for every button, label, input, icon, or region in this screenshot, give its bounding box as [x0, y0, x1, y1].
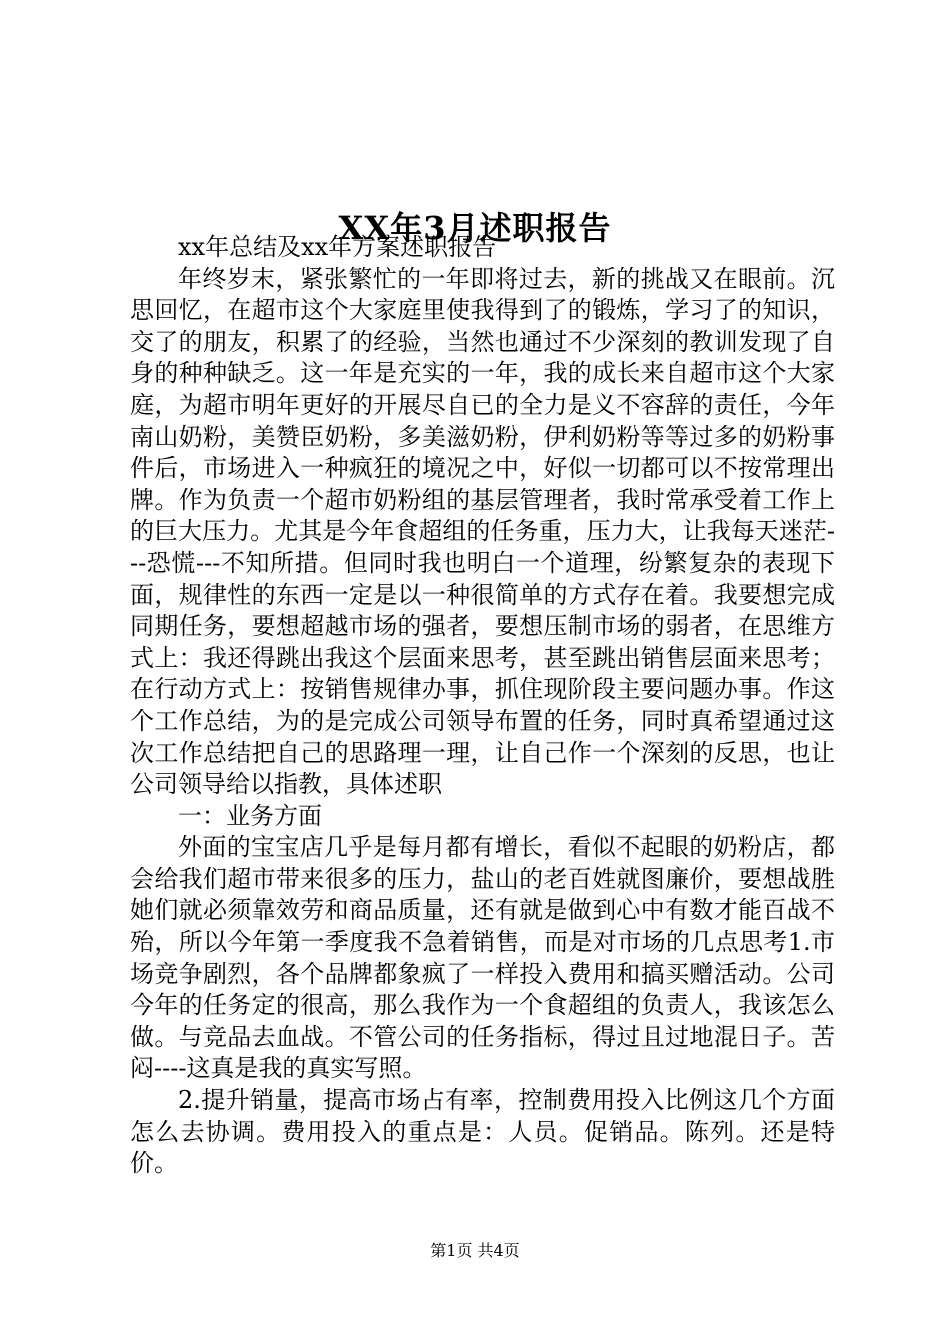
business-paragraph-2: 2.提升销量，提高市场占有率，控制费用投入比例这几个方面怎么去协调。费用投入的重点是：人员。促销品。陈列。还是特价。: [130, 1086, 835, 1178]
section-heading-business: 一：业务方面: [178, 801, 322, 830]
document-body: [130, 232, 835, 1180]
intro-paragraph: 年终岁末，紧张繁忙的一年即将过去，新的挑战又在眼前。沉思回忆，在超市这个大家庭里使我得到了的锻炼，学习了的知识，交了的朋友，积累了的经验，当然也通过不少深刻的教训发现了自身的种种缺乏。这一年是充实的一年，我的成长来自超市这个大家庭，为超市明年更好的开展尽自已的全力是义不容辞的责任，今年南山奶粉，美赞臣奶粉，多美滋奶粉，伊利奶粉等等过多的奶粉事件后，市场进入一种疯狂的境况之中，好似一切都可以不按常理出牌。作为负责一个超市奶粉组的基层管理者，我时常承受着工作上的巨大压力。尤其是今年食超组的任务重，压力大，让我每天迷茫---恐慌---不知所措。但同时我也明白一个道理，纷繁复杂的表现下面，规律性的东西一定是以一种很简单的方式存在着。我要想完成同期任务，要想超越市场的强者，要想压制市场的弱者，在思维方式上：我还得跳出我这个层面来思考，甚至跳出销售层面来思考；在行动方式上：按销售规律办事，抓住现阶段主要问题办事。作这个工作总结，为的是完成公司领导布置的任务，同时真希望通过这次工作总结把自己的思路理一理，让自己作一个深刻的反思，也让公司领导给以指教，具体述职: [130, 264, 835, 799]
subtitle-paragraph: xx年总结及xx年方案述职报告: [178, 233, 497, 261]
business-paragraph-1: 外面的宝宝店几乎是每月都有增长，看似不起眼的奶粉店，都会给我们超市带来很多的压力，盐山的老百姓就图廉价，要想战胜她们就必须靠效劳和商品质量，还有就是做到心中有数才能百战不殆，所以今年第一季度我不急着销售，而是对市场的几点思考1.市场竞争剧烈，各个品牌都象疯了一样投入费用和搞买赠活动。公司今年的任务定的很高，那么我作为一个食超组的负责人，我该怎么做。与竞品去血战。不管公司的任务指标，得过且过地混日子。苦闷----这真是我的真实写照。: [130, 833, 835, 1083]
document-title: XX年3月述职报告: [338, 209, 612, 248]
page-footer: 第1页 共4页: [430, 1241, 520, 1260]
